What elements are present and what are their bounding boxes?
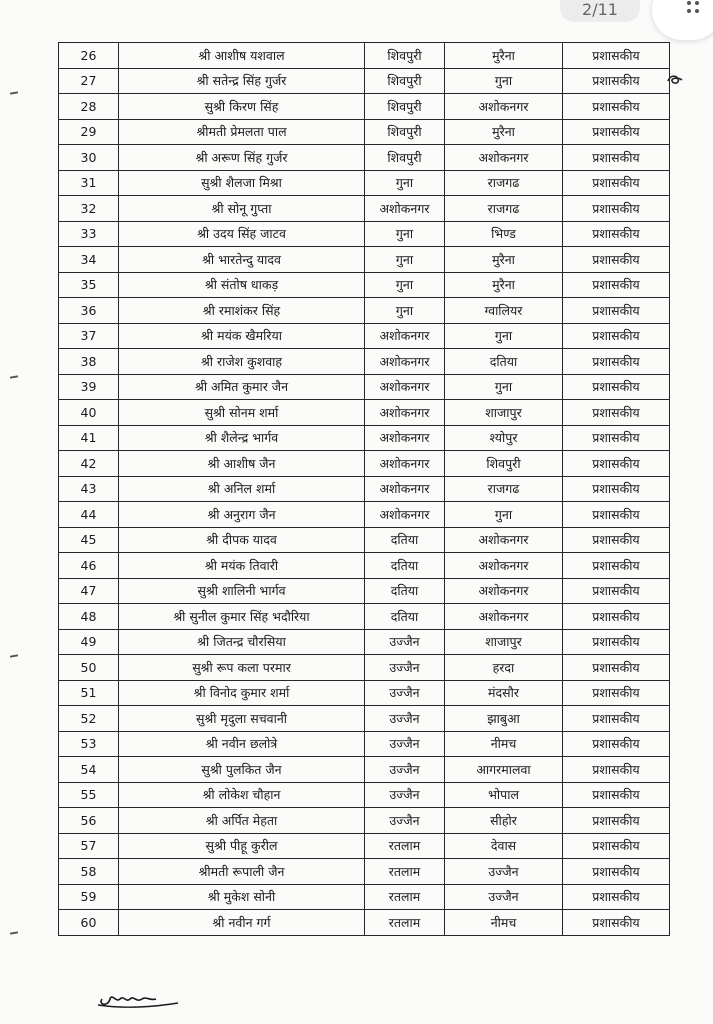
table-row bbox=[59, 196, 670, 222]
employee-name: सुश्री सोनम शर्मा bbox=[119, 400, 365, 426]
transfer-category: प्रशासकीय bbox=[563, 374, 670, 400]
to-district: राजगढ bbox=[445, 476, 563, 502]
row-number: 44 bbox=[59, 502, 119, 528]
table-row bbox=[59, 578, 670, 604]
transfer-category: प्रशासकीय bbox=[563, 298, 670, 324]
employee-name: श्री दीपक यादव bbox=[119, 527, 365, 553]
employee-name: श्री मयंक खैमरिया bbox=[119, 323, 365, 349]
transfer-category: प्रशासकीय bbox=[563, 527, 670, 553]
table-row bbox=[59, 884, 670, 910]
employee-name: श्री उदय सिंह जाटव bbox=[119, 221, 365, 247]
to-district: गुना bbox=[445, 374, 563, 400]
to-district: उज्जैन bbox=[445, 884, 563, 910]
transfer-category: प्रशासकीय bbox=[563, 629, 670, 655]
from-district: उज्जैन bbox=[365, 680, 445, 706]
row-number: 33 bbox=[59, 221, 119, 247]
from-district: गुना bbox=[365, 272, 445, 298]
transfer-category: प्रशासकीय bbox=[563, 680, 670, 706]
to-district: शिवपुरी bbox=[445, 451, 563, 477]
transfer-category: प्रशासकीय bbox=[563, 757, 670, 783]
employee-name: श्री लोकेश चौहान bbox=[119, 782, 365, 808]
row-number: 50 bbox=[59, 655, 119, 681]
transfer-category: प्रशासकीय bbox=[563, 400, 670, 426]
employee-name: श्री सोनू गुप्ता bbox=[119, 196, 365, 222]
transfer-category: प्रशासकीय bbox=[563, 145, 670, 171]
employee-name: श्री शैलेन्द्र भार्गव bbox=[119, 425, 365, 451]
row-number: 28 bbox=[59, 94, 119, 120]
employee-name: श्रीमती रूपाली जैन bbox=[119, 859, 365, 885]
employee-name: श्री अरूण सिंह गुर्जर bbox=[119, 145, 365, 171]
row-number: 58 bbox=[59, 859, 119, 885]
row-number: 42 bbox=[59, 451, 119, 477]
employee-name: सुश्री मृदुला सचवानी bbox=[119, 706, 365, 732]
row-number: 36 bbox=[59, 298, 119, 324]
table-row bbox=[59, 272, 670, 298]
to-district: झाबुआ bbox=[445, 706, 563, 732]
table-row bbox=[59, 68, 670, 94]
to-district: मुरैना bbox=[445, 272, 563, 298]
table-row bbox=[59, 476, 670, 502]
table-row bbox=[59, 247, 670, 273]
row-number: 53 bbox=[59, 731, 119, 757]
to-district: मंदसौर bbox=[445, 680, 563, 706]
from-district: अशोकनगर bbox=[365, 374, 445, 400]
from-district: उज्जैन bbox=[365, 808, 445, 834]
row-number: 48 bbox=[59, 604, 119, 630]
transfer-category: प्रशासकीय bbox=[563, 655, 670, 681]
transfer-category: प्रशासकीय bbox=[563, 451, 670, 477]
page-indicator: 2/11 bbox=[560, 0, 640, 22]
table-row bbox=[59, 349, 670, 375]
employee-name: सुश्री शालिनी भार्गव bbox=[119, 578, 365, 604]
more-options-button[interactable] bbox=[652, 0, 713, 40]
employee-name: श्री रमाशंकर सिंह bbox=[119, 298, 365, 324]
from-district: अशोकनगर bbox=[365, 196, 445, 222]
to-district: अशोकनगर bbox=[445, 604, 563, 630]
table-row bbox=[59, 170, 670, 196]
transfer-category: प्रशासकीय bbox=[563, 425, 670, 451]
table-row bbox=[59, 119, 670, 145]
table-row bbox=[59, 604, 670, 630]
table-row bbox=[59, 527, 670, 553]
table-row bbox=[59, 374, 670, 400]
to-district: सीहोर bbox=[445, 808, 563, 834]
transfer-category: प्रशासकीय bbox=[563, 833, 670, 859]
from-district: अशोकनगर bbox=[365, 400, 445, 426]
employee-name: श्री अनिल शर्मा bbox=[119, 476, 365, 502]
row-number: 47 bbox=[59, 578, 119, 604]
to-district: हरदा bbox=[445, 655, 563, 681]
from-district: शिवपुरी bbox=[365, 145, 445, 171]
from-district: उज्जैन bbox=[365, 706, 445, 732]
table-row bbox=[59, 757, 670, 783]
to-district: भोपाल bbox=[445, 782, 563, 808]
transfer-category: प्रशासकीय bbox=[563, 349, 670, 375]
more-dots-icon bbox=[687, 1, 699, 13]
row-number: 43 bbox=[59, 476, 119, 502]
to-district: मुरैना bbox=[445, 247, 563, 273]
table-row bbox=[59, 145, 670, 171]
transfer-category: प्रशासकीय bbox=[563, 43, 670, 69]
transfer-table bbox=[58, 42, 670, 936]
from-district: उज्जैन bbox=[365, 731, 445, 757]
row-number: 34 bbox=[59, 247, 119, 273]
table-row bbox=[59, 808, 670, 834]
transfer-category: प्रशासकीय bbox=[563, 323, 670, 349]
to-district: गुना bbox=[445, 68, 563, 94]
from-district: उज्जैन bbox=[365, 655, 445, 681]
from-district: अशोकनगर bbox=[365, 502, 445, 528]
to-district: भिण्ड bbox=[445, 221, 563, 247]
row-number: 26 bbox=[59, 43, 119, 69]
from-district: गुना bbox=[365, 170, 445, 196]
to-district: शाजापुर bbox=[445, 400, 563, 426]
employee-name: श्री विनोद कुमार शर्मा bbox=[119, 680, 365, 706]
transfer-category: प्रशासकीय bbox=[563, 604, 670, 630]
employee-name: श्री नवीन गर्ग bbox=[119, 910, 365, 936]
table-row bbox=[59, 833, 670, 859]
from-district: रतलाम bbox=[365, 884, 445, 910]
from-district: रतलाम bbox=[365, 859, 445, 885]
row-number: 29 bbox=[59, 119, 119, 145]
from-district: शिवपुरी bbox=[365, 68, 445, 94]
to-district: मुरैना bbox=[445, 119, 563, 145]
table-row bbox=[59, 43, 670, 69]
transfer-category: प्रशासकीय bbox=[563, 272, 670, 298]
employee-name: श्री भारतेन्दु यादव bbox=[119, 247, 365, 273]
to-district: नीमच bbox=[445, 731, 563, 757]
table-row bbox=[59, 859, 670, 885]
transfer-category: प्रशासकीय bbox=[563, 910, 670, 936]
transfer-category: प्रशासकीय bbox=[563, 808, 670, 834]
transfer-category: प्रशासकीय bbox=[563, 476, 670, 502]
employee-name: श्री मुकेश सोनी bbox=[119, 884, 365, 910]
employee-name: सुश्री रूप कला परमार bbox=[119, 655, 365, 681]
from-district: रतलाम bbox=[365, 910, 445, 936]
employee-name: सुश्री पुलकित जैन bbox=[119, 757, 365, 783]
table-row bbox=[59, 323, 670, 349]
row-number: 37 bbox=[59, 323, 119, 349]
to-district: राजगढ bbox=[445, 170, 563, 196]
to-district: राजगढ bbox=[445, 196, 563, 222]
from-district: अशोकनगर bbox=[365, 476, 445, 502]
row-number: 35 bbox=[59, 272, 119, 298]
table-row bbox=[59, 425, 670, 451]
to-district: अशोकनगर bbox=[445, 527, 563, 553]
employee-name: श्री अमित कुमार जैन bbox=[119, 374, 365, 400]
from-district: अशोकनगर bbox=[365, 425, 445, 451]
row-number: 41 bbox=[59, 425, 119, 451]
table-row bbox=[59, 910, 670, 936]
employee-name: श्री नवीन छलोत्रे bbox=[119, 731, 365, 757]
row-number: 52 bbox=[59, 706, 119, 732]
from-district: अशोकनगर bbox=[365, 323, 445, 349]
transfer-category: प्रशासकीय bbox=[563, 247, 670, 273]
from-district: उज्जैन bbox=[365, 782, 445, 808]
row-number: 31 bbox=[59, 170, 119, 196]
from-district: शिवपुरी bbox=[365, 94, 445, 120]
to-district: श्योपुर bbox=[445, 425, 563, 451]
transfer-category: प्रशासकीय bbox=[563, 859, 670, 885]
to-district: अशोकनगर bbox=[445, 578, 563, 604]
to-district: अशोकनगर bbox=[445, 94, 563, 120]
margin-mark bbox=[10, 91, 18, 94]
employee-name: श्रीमती प्रेमलता पाल bbox=[119, 119, 365, 145]
transfer-category: प्रशासकीय bbox=[563, 706, 670, 732]
margin-mark bbox=[10, 931, 18, 934]
row-number: 49 bbox=[59, 629, 119, 655]
from-district: रतलाम bbox=[365, 833, 445, 859]
from-district: गुना bbox=[365, 247, 445, 273]
handwritten-signature bbox=[94, 985, 184, 1011]
table-row bbox=[59, 553, 670, 579]
to-district: मुरैना bbox=[445, 43, 563, 69]
to-district: शाजापुर bbox=[445, 629, 563, 655]
row-number: 54 bbox=[59, 757, 119, 783]
employee-name: सुश्री पीहू कुरील bbox=[119, 833, 365, 859]
to-district: ग्वालियर bbox=[445, 298, 563, 324]
from-district: दतिया bbox=[365, 527, 445, 553]
to-district: अशोकनगर bbox=[445, 145, 563, 171]
row-number: 40 bbox=[59, 400, 119, 426]
employee-name: श्री आशीष यशवाल bbox=[119, 43, 365, 69]
row-number: 32 bbox=[59, 196, 119, 222]
employee-name: श्री राजेश कुशवाह bbox=[119, 349, 365, 375]
employee-name: श्री अनुराग जैन bbox=[119, 502, 365, 528]
transfer-category: प्रशासकीय bbox=[563, 68, 670, 94]
table-row bbox=[59, 782, 670, 808]
from-district: दतिया bbox=[365, 578, 445, 604]
row-number: 55 bbox=[59, 782, 119, 808]
to-district: गुना bbox=[445, 323, 563, 349]
transfer-category: प्रशासकीय bbox=[563, 196, 670, 222]
to-district: नीमच bbox=[445, 910, 563, 936]
transfer-category: प्रशासकीय bbox=[563, 884, 670, 910]
transfer-category: प्रशासकीय bbox=[563, 221, 670, 247]
employee-name: श्री संतोष धाकड़ bbox=[119, 272, 365, 298]
employee-name: श्री मयंक तिवारी bbox=[119, 553, 365, 579]
table-row bbox=[59, 221, 670, 247]
employee-name: श्री अर्पित मेहता bbox=[119, 808, 365, 834]
table-row bbox=[59, 400, 670, 426]
to-district: उज्जैन bbox=[445, 859, 563, 885]
margin-mark bbox=[10, 654, 18, 657]
table-row bbox=[59, 298, 670, 324]
employee-name: सुश्री शैलजा मिश्रा bbox=[119, 170, 365, 196]
row-number: 38 bbox=[59, 349, 119, 375]
row-number: 45 bbox=[59, 527, 119, 553]
transfer-category: प्रशासकीय bbox=[563, 119, 670, 145]
row-number: 51 bbox=[59, 680, 119, 706]
table-row bbox=[59, 731, 670, 757]
row-number: 46 bbox=[59, 553, 119, 579]
transfer-category: प्रशासकीय bbox=[563, 170, 670, 196]
employee-name: सुश्री किरण सिंह bbox=[119, 94, 365, 120]
row-number: 59 bbox=[59, 884, 119, 910]
row-number: 60 bbox=[59, 910, 119, 936]
to-district: अशोकनगर bbox=[445, 553, 563, 579]
to-district: गुना bbox=[445, 502, 563, 528]
from-district: गुना bbox=[365, 298, 445, 324]
from-district: उज्जैन bbox=[365, 757, 445, 783]
to-district: आगरमालवा bbox=[445, 757, 563, 783]
table-row bbox=[59, 655, 670, 681]
table-row bbox=[59, 94, 670, 120]
employee-name: श्री सतेन्द्र सिंह गुर्जर bbox=[119, 68, 365, 94]
transfer-category: प्रशासकीय bbox=[563, 578, 670, 604]
transfer-category: प्रशासकीय bbox=[563, 782, 670, 808]
employee-name: श्री सुनील कुमार सिंह भदौरिया bbox=[119, 604, 365, 630]
table-row bbox=[59, 680, 670, 706]
from-district: दतिया bbox=[365, 604, 445, 630]
margin-mark bbox=[10, 375, 18, 378]
to-district: देवास bbox=[445, 833, 563, 859]
table-row bbox=[59, 706, 670, 732]
table-row bbox=[59, 629, 670, 655]
transfer-category: प्रशासकीय bbox=[563, 502, 670, 528]
row-number: 27 bbox=[59, 68, 119, 94]
from-district: उज्जैन bbox=[365, 629, 445, 655]
from-district: शिवपुरी bbox=[365, 43, 445, 69]
employee-name: श्री जितन्द्र चौरसिया bbox=[119, 629, 365, 655]
to-district: दतिया bbox=[445, 349, 563, 375]
from-district: दतिया bbox=[365, 553, 445, 579]
transfer-category: प्रशासकीय bbox=[563, 94, 670, 120]
from-district: गुना bbox=[365, 221, 445, 247]
transfer-category: प्रशासकीय bbox=[563, 731, 670, 757]
table-row bbox=[59, 502, 670, 528]
transfer-category: प्रशासकीय bbox=[563, 553, 670, 579]
row-number: 30 bbox=[59, 145, 119, 171]
row-number: 39 bbox=[59, 374, 119, 400]
from-district: अशोकनगर bbox=[365, 349, 445, 375]
table-row bbox=[59, 451, 670, 477]
employee-name: श्री आशीष जैन bbox=[119, 451, 365, 477]
row-number: 57 bbox=[59, 833, 119, 859]
from-district: अशोकनगर bbox=[365, 451, 445, 477]
row-number: 56 bbox=[59, 808, 119, 834]
from-district: शिवपुरी bbox=[365, 119, 445, 145]
